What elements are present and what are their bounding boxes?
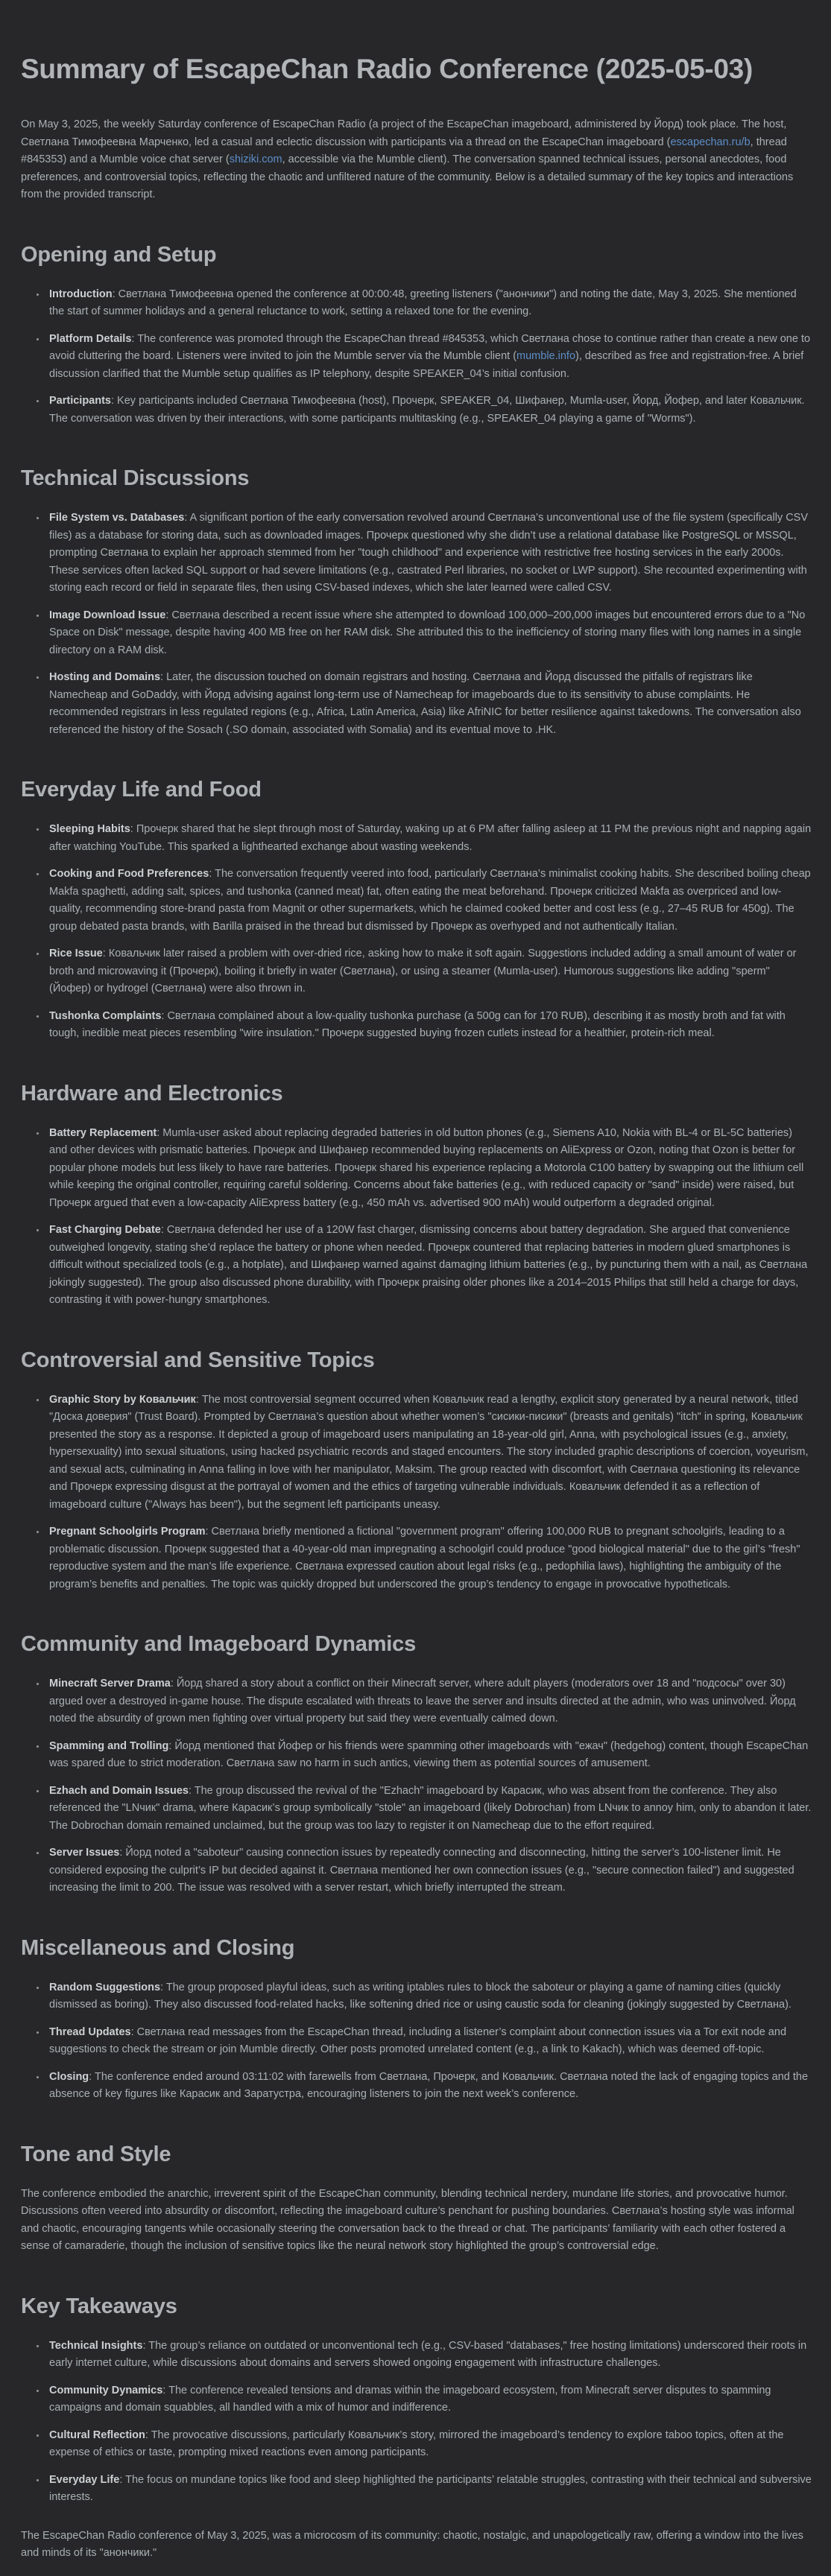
text-run: : Later, the discussion touched on domain registrars and hosting. Светлана and Йорд discussed the pitfalls of registrars like Namecheap and GoDaddy, with Йорд advising against long-term use of Namecheap for imageboards due to its sensitivity to abuse complaints. He recommended registrars in less regulated regions (e.g., Africa, Latin America, Asia) like AfriNIC for better resilience against takedowns. The conversation also referenced the history of the Sosach (.SO domain, associated with Somalia) and its eventual move to .HK. [49,671,801,736]
intro-paragraph [21,116,813,204]
item-label: Everyday Life [49,2473,120,2486]
text-run: : Светлана read messages from the EscapeChan thread, including a listener’s complaint about connection issues via a Tor exit node and suggestions to check the stream or join Mumble directly. Other posts promoted unrelated content (e.g., a link to Kakach), which was deemed off-topic. [49,2025,787,2055]
item-label: Rice Issue [49,948,103,959]
section-list-community-and-imageboard-dynamics [21,1675,813,1897]
text-run: : Светлана complained about a low-quality tushonka purchase (a 500g can for 170 RUB), describing it as mostly broth and fat with tough, inedible meat pieces resembling "wire insulation." Прочерк suggested buying frozen cutlets instead for a healthier, protein-rich meal. [49,1009,786,1039]
section-heading-opening-and-setup: Opening and Setup [21,242,217,267]
item-label: Ezhach and Domain Issues [49,1784,189,1797]
text-run: : The group’s reliance on outdated or unconventional tech (e.g., CSV-based "databases," free hosting limitations) underscored their roots in early internet culture, while discussions about domains and servers showed ongoing engagement with infrastructure challenges. [49,2339,807,2369]
list-item-file-system-vs-databases [46,510,813,597]
text-run: : The conference ended around 03:11:02 with farewells from Светлана, Прочерк, and Ковальчик. Светлана noted the lack of engaging topics and the absence of key figures like Карасик and Заратустра, encouraging listeners to join the next week’s conference. [49,2070,809,2100]
item-label: Fast Charging Debate [49,1224,161,1236]
text-run: , thread #845353) and a Mumble voice chat server ( [21,136,787,165]
text-run: On May 3, 2025, the weekly Saturday conference of EscapeChan Radio (a project of the EscapeChan imageboard, administered by Йорд) took place. The host, Светлана Тимофеевна Марченко, led a casual and eclectic discussion with participants via a thread on the EscapeChan imageboard ( [21,118,787,148]
list-item-fast-charging-debate [46,1222,813,1310]
list-item-image-download-issue [46,607,813,660]
item-label: Community Dynamics [49,2384,163,2396]
section-list-hardware-and-electronics [21,1125,813,1310]
list-item-random-suggestions [46,1979,813,2014]
list-item-community-dynamics [46,2382,813,2417]
section-heading-hardware-and-electronics: Hardware and Electronics [21,1081,283,1105]
text-run: : The focus on mundane topics like food and sleep highlighted the participants’ relatable struggles, contrasting with their technical and subversive interests. [49,2473,812,2503]
list-item-thread-updates [46,2024,813,2059]
section-heading-miscellaneous-and-closing: Miscellaneous and Closing [21,1935,295,1960]
list-item-closing [46,2069,813,2104]
item-label: Platform Details [49,332,132,345]
text-run: : Прочерк shared that he slept through most of Saturday, waking up at 6 PM after falling asleep at 11 PM the previous night and napping again after watching YouTube. This sparked a lighthearted exchange about wasting weekends. [49,823,812,853]
list-item-pregnant-schoolgirls-program [46,1523,813,1593]
list-item-ezhach-and-domain-issues [46,1783,813,1836]
item-label: Sleeping Habits [49,823,130,835]
item-label: Pregnant Schoolgirls Program [49,1526,206,1538]
section-list-everyday-life-and-food [21,821,813,1043]
text-run: : The group proposed playful ideas, such as writing iptables rules to block the saboteur or playing a game of naming cities (quickly dismissed as boring). They also discussed food-related hacks, like softening dried rice or using caustic soda for cleaning (jokingly suggested by Светлана). [49,1981,791,2011]
text-run: : Mumla-user asked about replacing degraded batteries in old button phones (e.g., Siemens A10, Nokia with BL-4 or BL-5C batteries) and other devices with prismatic batteries. Прочерк and Шифанер recommended buying replacements on AliExpress or Ozon, noting that Ozon is better for popular phone models but less likely to have rare batteries. Прочерк shared his experience replacing a Motorola C100 battery by swapping out the lithium cell while keeping the original controller, requiring careful soldering. Concerns about fake batteries (e.g., with reduced capacity or "sand" inside) were raised, but Прочерк argued that even a low-capacity AliExpress battery (e.g., 450 mAh vs. advertised 900 mAh) would outperform a degraded original. [49,1126,804,1209]
section-list-key-takeaways [21,2338,813,2507]
list-item-participants [46,393,813,428]
link-escapechan[interactable]: escapechan.ru/b [670,136,751,148]
text-run: : The provocative discussions, particularly Ковальчик’s story, mirrored the imageboard’s tendency to explore taboo topics, often at the expense of ethics or taste, prompting mixed reactions even among participants. [49,2429,784,2458]
section-list-opening-and-setup [21,286,813,428]
section-heading-community-and-imageboard-dynamics: Community and Imageboard Dynamics [21,1632,417,1656]
section-list-technical-discussions [21,510,813,739]
item-label: Closing [49,2070,89,2083]
section-heading-controversial-and-sensitive-topics: Controversial and Sensitive Topics [21,1348,375,1372]
item-label: Minecraft Server Drama [49,1678,171,1690]
list-item-rice-issue [46,945,813,998]
list-item-technical-insights [46,2338,813,2373]
text-run: : Светлана described a recent issue where she attempted to download 100,000–200,000 images but encountered errors due to a "No Space on Disk" message, despite having 400 MB free on her RAM disk. She attributed this to the inefficiency of storing many files with long names in a single directory on a RAM disk. [49,609,806,656]
text-run: : A significant portion of the early conversation revolved around Светлана’s unconventional use of the file system (specifically CSV files) as a database for storing data, such as downloaded images. Прочерк questioned why she didn’t use a relational database like PostgreSQL or MSSQL, prompting Светлана to explain her approach stemmed from her "tough childhood" and experience with restrictive free hosting services in the early 2000s. These services often lacked SQL support or had severe limitations (e.g., castrated Perl libraries, no socket or LWP support). She recounted experimenting with storing each record or field in separate files, then using CSV-based indexes, which she later learned were called CSV. [49,512,809,594]
section-list-miscellaneous-and-closing [21,1979,813,2104]
item-label: Image Download Issue [49,609,166,621]
item-label: Graphic Story by Ковальчик [49,1393,196,1406]
text-run: : The conversation frequently veered into food, particularly Светлана’s minimalist cooking habits. She described boiling cheap Makfa spaghetti, adding salt, spices, and tushonka (canned meat) fat, often eating the meat beforehand. Прочерк criticized Makfa as overpriced and low-quality, recommending store-brand pasta from Magnit or other supermarkets, which he claimed cooked better and cost less (e.g., 27–45 RUB for 450g). The group debated pasta brands, with Barilla praised in the thread but dismissed by Прочерк as overhyped and not authentically Italian. [49,868,811,933]
item-label: Participants [49,395,111,407]
item-label: Random Suggestions [49,1981,161,1993]
text-run: : Ковальчик later raised a problem with over-dried rice, asking how to make it soft again. Suggestions included adding a small amount of water or broth and microwaving it (Прочерк), boiling it briefly in water (Светлана), or using a steamer (Mumla-user). Humorous suggestions like adding "sperm" (Йофер) or hydrogel (Светлана) were also thrown in. [49,948,797,994]
item-label: Spamming and Trolling [49,1739,169,1752]
item-label: Cooking and Food Preferences [49,868,209,880]
item-label: Hosting and Domains [49,671,161,683]
section-heading-key-takeaways: Key Takeaways [21,2294,177,2318]
text-run: : Key participants included Светлана Тимофеевна (host), Прочерк, SPEAKER_04, Шифанер, Mumla-user, Йорд, Йофер, and later Ковальчик. The conversation was driven by their interactions, with some participants multitasking (e.g., SPEAKER_04 playing a game of "Worms"). [49,395,805,425]
list-item-graphic-story-by [46,1392,813,1514]
item-label: Technical Insights [49,2339,143,2352]
list-item-everyday-life [46,2472,813,2507]
list-item-introduction [46,286,813,321]
list-item-cooking-and-food-preferences [46,866,813,936]
text-run: : Светлана defended her use of a 120W fast charger, dismissing concerns about battery degradation. She argued that convenience outweighed longevity, stating she’d replace the battery or phone when needed. Прочерк countered that replacing batteries in modern glued smartphones is difficult without specialized tools (e.g., a hotplate), and Шифанер warned against damaging lithium batteries (e.g., by puncturing them with a nail, as Светлана jokingly suggested). The group also discussed phone durability, with Прочерк praising older phones like a 2014–2015 Philips that still held a charge for days, contrasting it with power-hungry smartphones. [49,1224,808,1306]
section-heading-everyday-life-and-food: Everyday Life and Food [21,778,262,802]
section-paragraph-tone-and-style: The conference embodied the anarchic, irreverent spirit of the EscapeChan community, blending technical nerdery, mundane life stories, and provocative humor. Discussions often veered into absurdity or discomfort, reflecting the imageboard culture’s penchant for pushing boundaries. Светлана’s hosting style was informal and chaotic, encouraging tangents while occasionally steering the conversation back to the thread or chat. The participants’ familiarity with each other fostered a sense of camaraderie, though the inclusion of sensitive topics like the neural network story highlighted the group’s controversial edge. [21,2187,794,2252]
list-item-battery-replacement [46,1125,813,1213]
text-run: ), described as free and registration-free. A brief discussion clarified that the Mumble setup qualifies as IP telephony, despite SPEAKER_04’s initial confusion. [49,350,804,380]
item-label: Introduction [49,288,113,300]
list-item-minecraft-server-drama [46,1675,813,1728]
list-item-server-issues [46,1844,813,1897]
page-title: Summary of EscapeChan Radio Conference (2025-05-03) [21,54,753,84]
list-item-tushonka-complaints [46,1008,813,1043]
item-label: Tushonka Complaints [49,1009,162,1022]
list-item-cultural-reflection [46,2427,813,2462]
list-item-platform-details [46,331,813,384]
text-run: : The group discussed the revival of the "Ezhach" imageboard by Карасик, who was absent from the conference. They also referenced the "LNчик" drama, where Карасик’s group symbolically "stole" an imageboard (likely Dobrochan) from LNчик to annoy him, only to abandon it later. The Dobrochan domain remained unclaimed, but the group was too lazy to register it on Namecheap due to the effort required. [49,1784,812,1832]
text-run: , accessible via the Mumble client). The conversation spanned technical issues, personal anecdotes, food preferences, and controversial topics, reflecting the chaotic and unfiltered nature of the community. Below is a detailed summary of the key topics and interactions from the provided transcript. [21,153,794,200]
link-shiziki[interactable]: shiziki.com [229,153,282,165]
closing-paragraph: The EscapeChan Radio conference of May 3, 2025, was a microcosm of its community: chaotic, nostalgic, and unapologetically raw, offering a window into the lives and minds of its "анончики." [21,2529,803,2559]
item-label: Cultural Reflection [49,2429,145,2441]
text-run: : Йорд mentioned that Йофер or his friends were spamming other imageboards with "ежач" (hedgehog) content, though EscapeChan was spared due to strict moderation. Светлана saw no harm in such antics, viewing them as potential sources of amusement. [49,1739,809,1769]
sections-container [21,243,813,2507]
summary-document [21,52,813,2563]
list-item-spamming-and-trolling [46,1738,813,1773]
section-heading-technical-discussions: Technical Discussions [21,466,250,490]
item-label: Thread Updates [49,2025,131,2038]
item-label: File System vs. Databases [49,512,185,524]
item-label: Server Issues [49,1847,120,1859]
text-run: : The most controversial segment occurred when Ковальчик read a lengthy, explicit story generated by a neural network, titled "Доска доверия" (Trust Board). Prompted by Светлана’s question about whether women’s "сисики-писики" (breasts and genitals) "itch" in spring, Ковальчик presented the story as a response. It depicted a group of imageboard users manipulating an 18-year-old girl, Anna, with psychological issues (e.g., anxiety, hypersexuality) into sexual situations, using hacked psychiatric records and staged encounters. The story included graphic descriptions of coercion, voyeurism, and sexual acts, culminating in Anna falling in love with her manipulator, Maksim. The group reacted with discomfort, with Светлана questioning its relevance and Прочерк expressing disgust at the portrayal of women and the ethics of targeting vulnerable individuals. Ковальчик defended it as a reflection of imageboard culture ("Always has been"), but the segment left participants uneasy. [49,1393,809,1511]
text-run: : The conference revealed tensions and dramas within the imageboard ecosystem, from Minecraft server disputes to spamming campaigns and domain squabbles, all handled with a mix of humor and indifference. [49,2384,771,2414]
section-list-controversial-and-sensitive-topics [21,1392,813,1594]
list-item-sleeping-habits [46,821,813,856]
text-run: : The conference was promoted through the EscapeChan thread #845353, which Светлана chose to continue rather than create a new one to avoid cluttering the board. Listeners were invited to join the Mumble server via the Mumble client ( [49,332,811,362]
text-run: : Йорд shared a story about a conflict on their Minecraft server, where adult players (moderators over 18 and "подсосы" over 30) argued over a destroyed in-game house. The dispute escalated with threats to leave the server and insults directed at the admin, who was uninvolved. Йорд noted the absurdity of grown men fighting over virtual property but said they were eventually calmed down. [49,1678,796,1725]
text-run: : Йорд noted a "saboteur" causing connection issues by repeatedly connecting and disconnecting, hitting the server’s 100-listener limit. He considered exposing the culprit’s IP but decided against it. Светлана mentioned her own connection issues (e.g., "secure connection failed") and suggested increasing the limit to 200. The issue was resolved with a server restart, which briefly interrupted the stream. [49,1847,794,1894]
item-label: Battery Replacement [49,1126,157,1139]
link-mumble[interactable]: mumble.info [516,350,576,362]
text-run: : Светлана Тимофеевна opened the conference at 00:00:48, greeting listeners ("анончики") and noting the date, May 3, 2025. She mentioned the start of summer holidays and a general reluctance to work, setting a relaxed tone for the evening. [49,288,797,317]
section-heading-tone-and-style: Tone and Style [21,2142,171,2166]
list-item-hosting-and-domains [46,669,813,739]
text-run: : Светлана briefly mentioned a fictional "government program" offering 100,000 RUB to pregnant schoolgirls, leading to a problematic discussion. Прочерк suggested that a 40-year-old man impregnating a schoolgirl could produce "good biological material" due to the girl’s "fresh" reproductive system and the man’s life experience. Светлана expressed caution about legal risks (e.g., pedophilia laws), highlighting the ambiguity of the program’s benefits and penalties. The topic was quickly dropped but underscored the group’s tendency to engage in provocative hypotheticals. [49,1526,800,1590]
